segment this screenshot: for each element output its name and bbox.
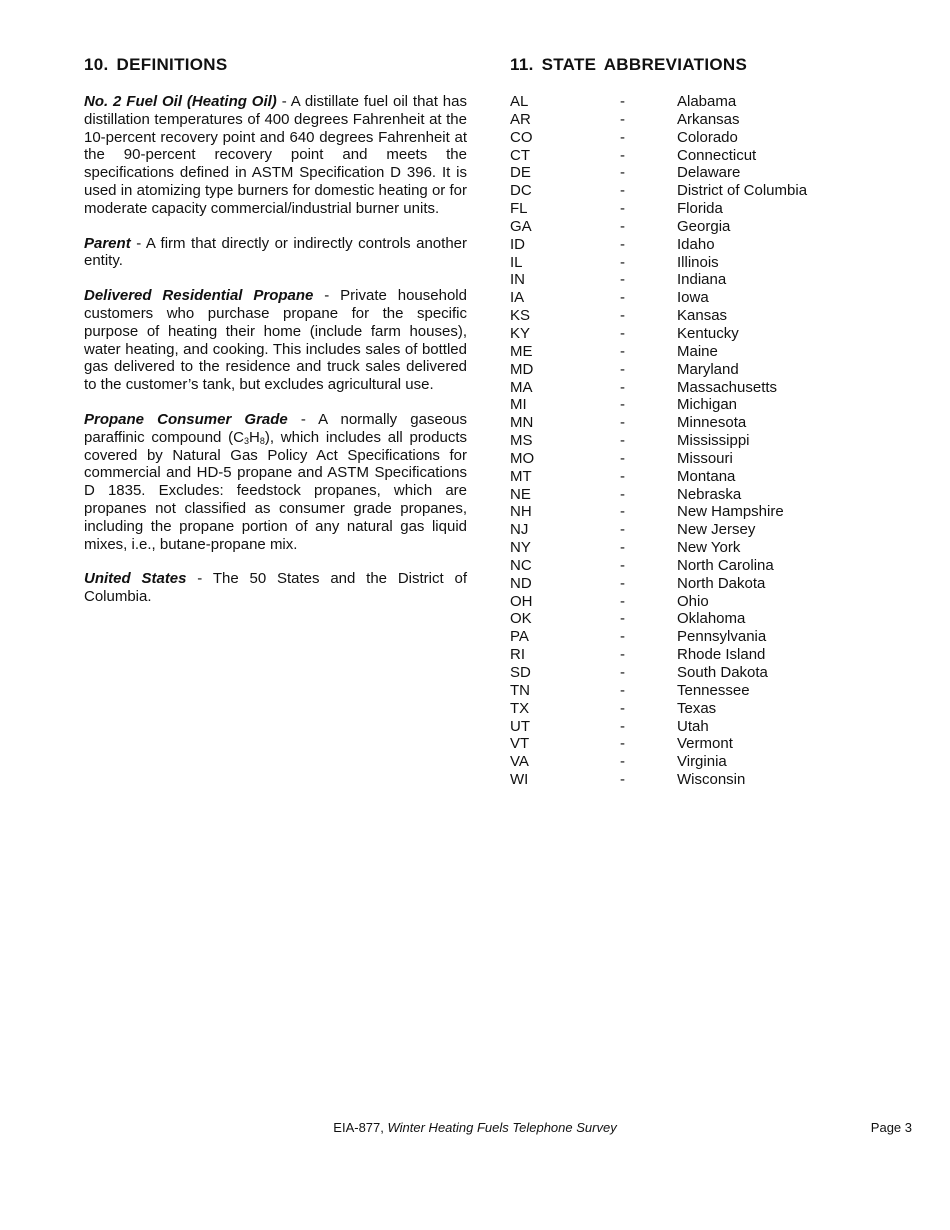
footer-form-title <box>0 1120 950 1135</box>
separator-dash: - <box>620 699 625 717</box>
state-name: Nebraska <box>677 485 742 503</box>
state-name: Arkansas <box>677 110 740 128</box>
state-name: Minnesota <box>677 414 747 432</box>
abbreviation-row <box>510 325 910 343</box>
state-name: Rhode Island <box>677 646 766 664</box>
state-code: IL <box>510 253 523 271</box>
state-code: DC <box>510 182 532 200</box>
separator-dash: - <box>620 396 625 414</box>
state-code: VT <box>510 735 530 753</box>
state-name: Idaho <box>677 235 715 253</box>
state-code: MI <box>510 396 527 414</box>
abbreviation-row <box>510 735 910 753</box>
state-name: Texas <box>677 699 717 717</box>
definitions-section <box>84 55 467 623</box>
separator-dash: - <box>620 753 625 771</box>
abbreviation-row <box>510 289 910 307</box>
state-name: Florida <box>677 200 723 218</box>
state-name: Indiana <box>677 271 727 289</box>
separator-dash: - <box>620 432 625 450</box>
state-name: New York <box>677 539 741 557</box>
state-name: Tennessee <box>677 681 750 699</box>
definition-term: Parent <box>84 234 131 252</box>
abbreviation-row <box>510 450 910 468</box>
separator-dash: - <box>620 128 625 146</box>
definition-term: Propane Consumer Grade <box>84 410 288 428</box>
state-code: CO <box>510 128 533 146</box>
state-code: KS <box>510 307 531 325</box>
state-code: VA <box>510 753 529 771</box>
abbreviation-row <box>510 539 910 557</box>
state-name: Ohio <box>677 592 709 610</box>
state-name: Illinois <box>677 253 719 271</box>
separator-dash: - <box>620 200 625 218</box>
separator-dash: - <box>620 449 625 467</box>
subscript: 3 <box>244 435 250 446</box>
state-code: OH <box>510 592 533 610</box>
abbreviation-row <box>510 593 910 611</box>
state-code: NE <box>510 485 531 503</box>
separator-dash: - <box>620 271 625 289</box>
footer-form-id: EIA-877, <box>333 1120 388 1135</box>
state-code: WI <box>510 771 529 789</box>
separator-dash: - <box>620 360 625 378</box>
state-name: North Dakota <box>677 574 766 592</box>
page-number: Page 3 <box>870 1120 912 1135</box>
state-code: MS <box>510 432 533 450</box>
definition-parent <box>84 235 467 271</box>
separator-dash: - <box>620 485 625 503</box>
separator-dash: - <box>620 574 625 592</box>
abbreviation-row <box>510 486 910 504</box>
abbreviation-row <box>510 379 910 397</box>
abbreviation-row <box>510 218 910 236</box>
abbreviation-row <box>510 396 910 414</box>
separator-dash: - <box>620 164 625 182</box>
state-code: KY <box>510 324 531 342</box>
state-name: Montana <box>677 467 736 485</box>
abbreviation-row <box>510 610 910 628</box>
state-name: Vermont <box>677 735 733 753</box>
definition-term: No. 2 Fuel Oil (Heating Oil) <box>84 93 277 110</box>
state-code: FL <box>510 200 528 218</box>
state-code: OK <box>510 610 532 628</box>
state-name: Kansas <box>677 307 728 325</box>
state-code: MA <box>510 378 533 396</box>
abbreviation-row <box>510 771 910 789</box>
abbreviation-row <box>510 700 910 718</box>
state-code: ID <box>510 235 525 253</box>
state-code: IN <box>510 271 525 289</box>
state-name: Maryland <box>677 360 739 378</box>
state-name: Mississippi <box>677 432 750 450</box>
state-code: MD <box>510 360 534 378</box>
abbreviation-row <box>510 468 910 486</box>
separator-dash: - <box>620 521 625 539</box>
definition-term: United States <box>84 570 187 588</box>
abbreviation-row <box>510 236 910 254</box>
state-code: TX <box>510 699 530 717</box>
abbreviation-row <box>510 718 910 736</box>
separator-dash: - <box>620 539 625 557</box>
abbreviation-row <box>510 575 910 593</box>
abbreviation-row <box>510 432 910 450</box>
separator-dash: - <box>620 217 625 235</box>
state-code: AL <box>510 93 529 110</box>
abbreviation-row <box>510 307 910 325</box>
abbreviation-row <box>510 646 910 664</box>
state-name: New Hampshire <box>677 503 784 521</box>
abbreviation-row <box>510 271 910 289</box>
state-name: Wisconsin <box>677 771 746 789</box>
state-name: Delaware <box>677 164 741 182</box>
definition-text: - A distillate fuel oil that has distillation temperatures of 400 degrees Fahrenheit at the 10-percent recovery point and 640 degrees Fahrenheit at the 90-percent recovery point and meets the specifications defined in ASTM Specification D 396. It is used in atomizing type burners for domestic heating or for moderate capacity commercial/industrial burner units. <box>84 93 467 217</box>
abbreviation-row <box>510 200 910 218</box>
abbreviation-row <box>510 557 910 575</box>
subscript: 8 <box>259 435 265 446</box>
abbreviation-row <box>510 682 910 700</box>
abbreviation-row <box>510 164 910 182</box>
separator-dash: - <box>620 717 625 735</box>
state-code: MT <box>510 467 532 485</box>
state-code: MO <box>510 449 535 467</box>
abbreviation-row <box>510 111 910 129</box>
definition-term: Delivered Residential Propane <box>84 287 314 305</box>
state-name: South Dakota <box>677 664 768 681</box>
state-code: UT <box>510 717 530 735</box>
abbreviation-row <box>510 503 910 521</box>
state-name: Massachusetts <box>677 378 778 396</box>
separator-dash: - <box>620 253 625 271</box>
separator-dash: - <box>620 146 625 164</box>
definition-text: - The 50 States and the District of Columbia. <box>84 570 467 606</box>
abbreviations-list <box>510 93 910 789</box>
separator-dash: - <box>620 771 625 789</box>
definitions-heading: 10. DEFINITIONS <box>84 55 228 74</box>
state-code: IA <box>510 289 525 307</box>
definition-text: H <box>249 428 260 446</box>
state-code: MN <box>510 414 534 432</box>
definition-delivered-residential-propane <box>84 287 467 394</box>
separator-dash: - <box>620 289 625 307</box>
definition-propane-consumer-grade <box>84 411 467 553</box>
abbreviation-row <box>510 182 910 200</box>
separator-dash: - <box>620 324 625 342</box>
separator-dash: - <box>620 628 625 646</box>
state-code: DE <box>510 164 531 182</box>
abbreviation-row <box>510 414 910 432</box>
state-code: ND <box>510 574 532 592</box>
state-name: Georgia <box>677 217 731 235</box>
state-code: SD <box>510 664 531 681</box>
state-code: NC <box>510 556 532 574</box>
state-code: NJ <box>510 521 529 539</box>
state-name: New Jersey <box>677 521 756 539</box>
separator-dash: - <box>620 610 625 628</box>
state-code: TN <box>510 681 530 699</box>
state-code: PA <box>510 628 529 646</box>
state-name: Maine <box>677 342 718 360</box>
abbreviation-row <box>510 93 910 111</box>
state-name: Oklahoma <box>677 610 746 628</box>
separator-dash: - <box>620 592 625 610</box>
definition-text: ), which includes all products covered by Natural Gas Policy Act Specifications for commercial and HD-5 propane and ASTM Specifications D 1835. Excludes: feedstock propanes, which are propanes not classified as consumer grade propanes, including the propane portion of any natural gas liquid mixes, i.e., butane-propane mix. <box>84 428 467 553</box>
state-name: Utah <box>677 717 709 735</box>
state-name: Colorado <box>677 128 738 146</box>
state-name: Virginia <box>677 753 727 771</box>
separator-dash: - <box>620 378 625 396</box>
state-name: Pennsylvania <box>677 628 767 646</box>
separator-dash: - <box>620 503 625 521</box>
state-code: NH <box>510 503 532 521</box>
definition-heating-oil <box>84 93 467 218</box>
state-name: North Carolina <box>677 556 774 574</box>
abbreviation-row <box>510 129 910 147</box>
separator-dash: - <box>620 414 625 432</box>
definition-text: - Private household customers who purchase propane for the specific purpose of heating their home (include farm houses), water heating, and cooking. This includes sales of bottled gas delivered to the residence and truck sales delivered to the customer’s tank, but excludes agricultural use. <box>84 287 467 394</box>
state-code: GA <box>510 217 532 235</box>
separator-dash: - <box>620 93 625 110</box>
abbreviation-row <box>510 664 910 682</box>
state-name: Kentucky <box>677 324 739 342</box>
state-name: Connecticut <box>677 146 757 164</box>
state-code: NY <box>510 539 531 557</box>
separator-dash: - <box>620 556 625 574</box>
separator-dash: - <box>620 735 625 753</box>
separator-dash: - <box>620 182 625 200</box>
definition-text: - A firm that directly or indirectly controls another entity. <box>84 234 467 270</box>
separator-dash: - <box>620 342 625 360</box>
abbreviation-row <box>510 753 910 771</box>
abbreviation-row <box>510 343 910 361</box>
state-name: Michigan <box>677 396 738 414</box>
definition-united-states <box>84 570 467 606</box>
abbreviation-row <box>510 147 910 165</box>
state-code: AR <box>510 110 531 128</box>
separator-dash: - <box>620 681 625 699</box>
state-code: RI <box>510 646 525 664</box>
abbreviations-heading: 11. STATE ABBREVIATIONS <box>510 55 748 74</box>
state-name: District of Columbia <box>677 182 808 200</box>
abbreviation-row <box>510 361 910 379</box>
separator-dash: - <box>620 646 625 664</box>
separator-dash: - <box>620 307 625 325</box>
state-name: Missouri <box>677 449 733 467</box>
state-name: Alabama <box>677 93 737 110</box>
state-code: ME <box>510 342 533 360</box>
abbreviation-row <box>510 628 910 646</box>
state-abbreviations-section <box>510 55 910 789</box>
abbreviation-row <box>510 521 910 539</box>
definition-text: - A normally gaseous paraffinic compound (C <box>84 410 467 446</box>
separator-dash: - <box>620 467 625 485</box>
abbreviation-row <box>510 254 910 272</box>
state-code: CT <box>510 146 530 164</box>
separator-dash: - <box>620 664 625 681</box>
separator-dash: - <box>620 235 625 253</box>
separator-dash: - <box>620 110 625 128</box>
state-name: Iowa <box>677 289 709 307</box>
footer-survey-title: Winter Heating Fuels Telephone Survey <box>387 1120 617 1135</box>
